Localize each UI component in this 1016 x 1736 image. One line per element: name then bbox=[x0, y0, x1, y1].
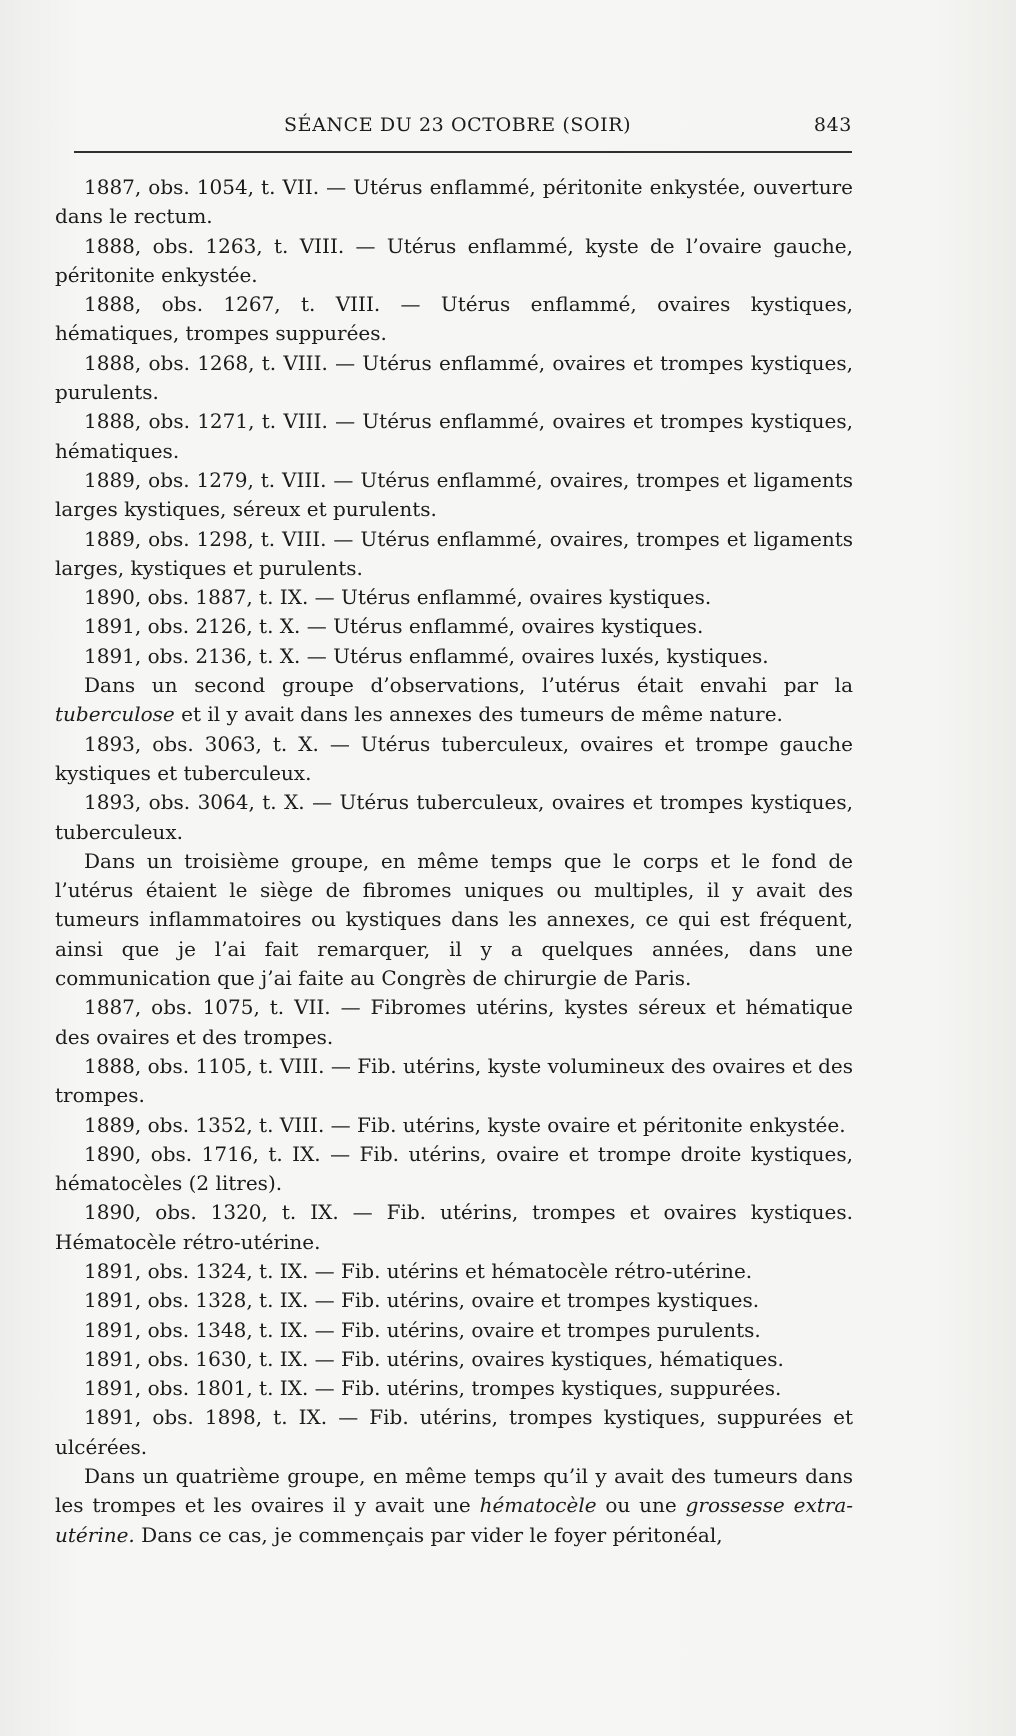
header-rule bbox=[74, 151, 852, 153]
observation-1889-1352: 1889, obs. 1352, t. VIII. — Fib. utérins, kyste ovaire et péritonite enkystée. bbox=[84, 1112, 846, 1137]
body-text bbox=[55, 173, 853, 1550]
observation-1891-1801: 1891, obs. 1801, t. IX. — Fib. utérins, trompes kystiques, suppurées. bbox=[84, 1376, 782, 1401]
third-group-paragraph: Dans un troisième groupe, en même temps que le corps et le fond de l’utérus étaient le siège de fibromes uniques ou multiples, il y avait des tumeurs inflammatoires ou kystiques dans les annexes, ce qui est fréquent, ainsi que je l’ai fait remarquer, il y a quelques années, dans une communication que j’ai faite au Congrès de chirurgie de Paris. bbox=[55, 848, 853, 991]
observation-1893-3064: 1893, obs. 3064, t. X. — Utérus tuberculeux, ovaires et trompes kystiques, tuberculeux. bbox=[55, 790, 853, 844]
observation-1889-1279: 1889, obs. 1279, t. VIII. — Utérus enflammé, ovaires, trompes et ligaments larges kystiques, séreux et purulents. bbox=[55, 467, 853, 522]
observation-1888-1267: 1888, obs. 1267, t. VIII. — Utérus enflammé, ovaires kystiques, hématiques, trompes suppurées. bbox=[55, 292, 853, 346]
fourth-group-text-middle: ou une bbox=[596, 1493, 686, 1518]
fourth-group-text-before: Dans un quatrième groupe, en même temps qu’il y avait des tumeurs dans les trompes et les ovaires il y avait une bbox=[55, 1464, 853, 1518]
tuberculose-term: tuberculose bbox=[55, 702, 175, 727]
observation-1890-1320: 1890, obs. 1320, t. IX. — Fib. utérins, trompes et ovaires kystiques. Hématocèle rétro-utérine. bbox=[55, 1200, 853, 1254]
observation-1887-1075: 1887, obs. 1075, t. VII. — Fibromes utérins, kystes séreux et hématique des ovaires et des trompes. bbox=[55, 995, 853, 1049]
fourth-group-text-after: Dans ce cas, je commençais par vider le foyer péritonéal, bbox=[134, 1522, 723, 1547]
observation-1891-1324: 1891, obs. 1324, t. IX. — Fib. utérins et hématocèle rétro-utérine. bbox=[84, 1258, 753, 1283]
observation-1887-1054: 1887, obs. 1054, t. VII. — Utérus enflammé, péritonite enkystée, ouverture dans le rectum. bbox=[55, 175, 853, 229]
observation-1890-1716: 1890, obs. 1716, t. IX. — Fib. utérins, ovaire et trompe droite kystiques, hématocèles (2 litres). bbox=[55, 1141, 853, 1196]
observation-1888-1268: 1888, obs. 1268, t. VIII. — Utérus enflammé, ovaires et trompes kystiques, purulents. bbox=[55, 350, 853, 405]
running-header bbox=[74, 114, 852, 144]
observation-1888-1271: 1888, obs. 1271, t. VIII. — Utérus enflammé, ovaires et trompes kystiques, hématiques. bbox=[55, 409, 853, 463]
observation-1890-1887: 1890, obs. 1887, t. IX. — Utérus enflammé, ovaires kystiques. bbox=[84, 585, 712, 610]
observation-1891-1328: 1891, obs. 1328, t. IX. — Fib. utérins, ovaire et trompes kystiques. bbox=[84, 1288, 760, 1313]
second-group-text-before: Dans un second groupe d’observations, l’utérus était envahi par la bbox=[84, 673, 853, 698]
observation-1891-1630: 1891, obs. 1630, t. IX. — Fib. utérins, ovaires kystiques, hématiques. bbox=[84, 1346, 784, 1371]
observation-1889-1298: 1889, obs. 1298, t. VIII. — Utérus enflammé, ovaires, trompes et ligaments larges, kystiques et purulents. bbox=[55, 526, 853, 580]
observation-1888-1105: 1888, obs. 1105, t. VIII. — Fib. utérins, kyste volumineux des ovaires et des trompes. bbox=[55, 1053, 853, 1108]
header-title: SÉANCE DU 23 OCTOBRE (SOIR) bbox=[284, 114, 632, 136]
observation-1891-2136: 1891, obs. 2136, t. X. — Utérus enflammé, ovaires luxés, kystiques. bbox=[84, 643, 769, 668]
observation-1891-1348: 1891, obs. 1348, t. IX. — Fib. utérins, ovaire et trompes purulents. bbox=[84, 1317, 761, 1342]
observation-1888-1263: 1888, obs. 1263, t. VIII. — Utérus enflammé, kyste de l’ovaire gauche, péritonite enkystée. bbox=[55, 233, 853, 287]
second-group-paragraph bbox=[55, 671, 853, 730]
observation-1891-2126: 1891, obs. 2126, t. X. — Utérus enflammé, ovaires kystiques. bbox=[84, 614, 704, 639]
fourth-group-paragraph bbox=[55, 1462, 853, 1550]
observation-1891-1898: 1891, obs. 1898, t. IX. — Fib. utérins, trompes kystiques, suppurées et ulcérées. bbox=[55, 1405, 853, 1459]
second-group-text-after: et il y avait dans les annexes des tumeurs de même nature. bbox=[174, 702, 783, 727]
observation-1893-3063: 1893, obs. 3063, t. X. — Utérus tuberculeux, ovaires et trompe gauche kystiques et tuberculeux. bbox=[55, 731, 853, 785]
page-number: 843 bbox=[813, 114, 852, 136]
hematocele-term: hématocèle bbox=[479, 1493, 597, 1518]
grossesse-extra-uterine-term: grossesse extra-utérine. bbox=[55, 1493, 853, 1547]
